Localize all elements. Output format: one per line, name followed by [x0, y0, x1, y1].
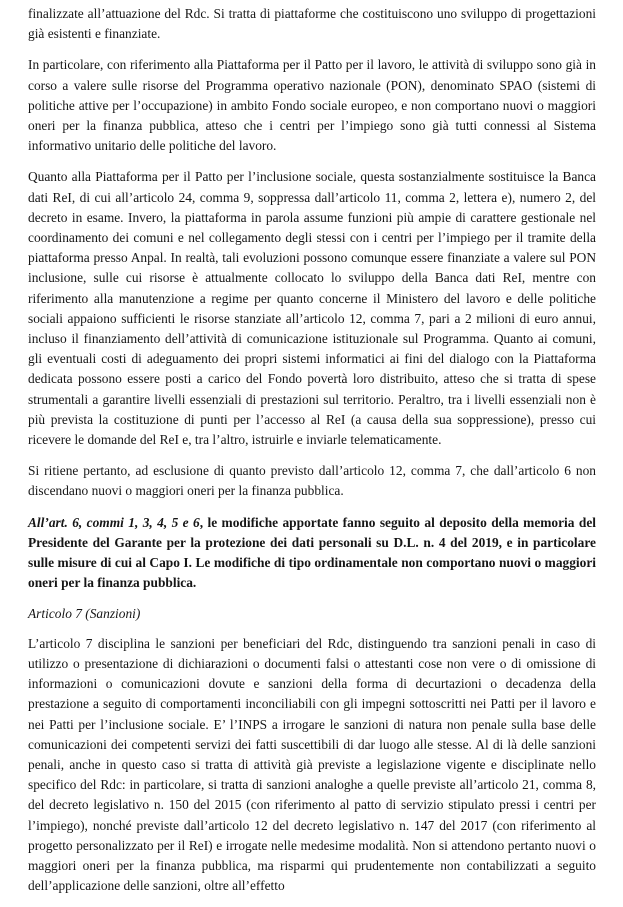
paragraph-patto-inclusione: Quanto alla Piattaforma per il Patto per l’inclusione sociale, questa sostanzialmente sostituisce la Banca dati ReI, di cui all’articolo 24, comma 9, soppressa dall’articolo 11, comma 2, lettera e), numero 2, del decreto in esame. Invero, la piattaforma in parola assume funzioni più ampie di carattere gestionale nel coordinamento dei comuni e nel collegamento degli stessi con i centri per l’impiego per il tramite della piattaforma presso Anpal. In realtà, tali evoluzioni possono comunque essere finanziate a valere sul PON inclusione, sulle cui risorse è attualmente collocato lo sviluppo della Banca dati ReI, mentre con riferimento alla manutenzione a regime per quanto concerne il Ministero del lavoro e delle politiche sociali appaiono sufficienti le risorse stanziate all’articolo 12, comma 7, pari a 2 milioni di euro annui, incluso il finanziamento dell’attività di comunicazione istituzionale sul Programma. Quanto ai comuni, gli eventuali costi di adeguamento dei propri sistemi informatici ai fini del dialogo con la Piattaforma dedicata possono essere posti a carico del Fondo povertà loro distribuito, atteso che si tratta di spese strumentali a garantire livelli essenziali di prestazioni sul territorio. Peraltro, tra i livelli essenziali non è più prevista la costituzione di punti per l’accesso al ReI (a causa della sua soppressione), presso cui ricevere le domande del ReI e, tra l’altro, istruirle e inviarle telematicamente. [28, 169, 596, 448]
paragraph-articolo-7: L’articolo 7 disciplina le sanzioni per beneficiari del Rdc, distinguendo tra sanzioni penali in caso di utilizzo o presentazione di dichiarazioni o documenti falsi o attestanti cose non vere o di omissione di informazioni o comunicazioni dovute e sanzioni della forma di decurtazioni o decadenza della prestazione a seguito di comportamenti inconciliabili con gli impegni sottoscritti nei Patti per il lavoro e nei Patti per l’inclusione sociale. E’ l’INPS a irrogare le sanzioni di natura non penale sulla base delle comunicazioni dei competenti servizi dei fatti suscettibili di dar luogo alle stesse. Al di là delle sanzioni penali, anche in questo caso si tratta di attività già previste a legislazione vigente e disciplinate nello specifico del Rdc: in particolare, si tratta di sanzioni analoghe a quelle previste all’articolo 21, comma 8, del decreto legislativo n. 150 del 2015 (con riferimento al patto di servizio stipulato pressi i centri per l’impiego), nonché previste dall’articolo 12 del decreto legislativo n. 147 del 2017 (con riferimento al progetto personalizzato per il ReI) e irrogate nelle medesime modalità. Non si attendono pertanto nuovi o maggiori oneri per la finanza pubblica, ma risparmi qui prudentemente non contabilizzati a seguito dell’applicazione delle sanzioni, oltre all’effetto [28, 635, 596, 894]
paragraph-conclusion-art6: Si ritiene pertanto, ad esclusione di quanto previsto dall’articolo 12, comma 7, che dall’articolo 6 non discendano nuovi o maggiori oneri per la finanza pubblica. [28, 463, 596, 499]
art6-amendments-text: , le modifiche apportate fanno seguito al deposito della memoria del Presidente del Garante per la protezione dei dati personali su D.L. n. 4 del 2019, e in particolare sulle misure di cui al Capo I. Le modifiche di tipo ordinamentale non comportano nuovi o maggiori oneri per la finanza pubblica. [28, 514, 596, 591]
document-page [28, 4, 596, 907]
section-heading-articolo-7: Articolo 7 (Sanzioni) [28, 606, 141, 622]
paragraph-platform-intro: finalizzate all’attuazione del Rdc. Si tratta di piattaforme che costituiscono uno sviluppo di progettazioni già esistenti e finanziate. [28, 6, 596, 42]
paragraph-patto-lavoro: In particolare, con riferimento alla Piattaforma per il Patto per il lavoro, le attività di sviluppo sono già in corso a valere sulle risorse del Programma operativo nazionale (PON), denominato SPAO (sistemi di politiche attive per l’occupazione) in ambito Fondo sociale europeo, e non comportano nuovi o maggiori oneri per la finanza pubblica, atteso che i centri per l’impiego sono già tutti connessi al Sistema informativo unitario delle politiche del lavoro. [28, 57, 596, 154]
art6-reference: All’art. 6, commi 1, 3, 4, 5 e 6 [28, 514, 200, 530]
paragraph-art6-amendments [28, 513, 596, 594]
